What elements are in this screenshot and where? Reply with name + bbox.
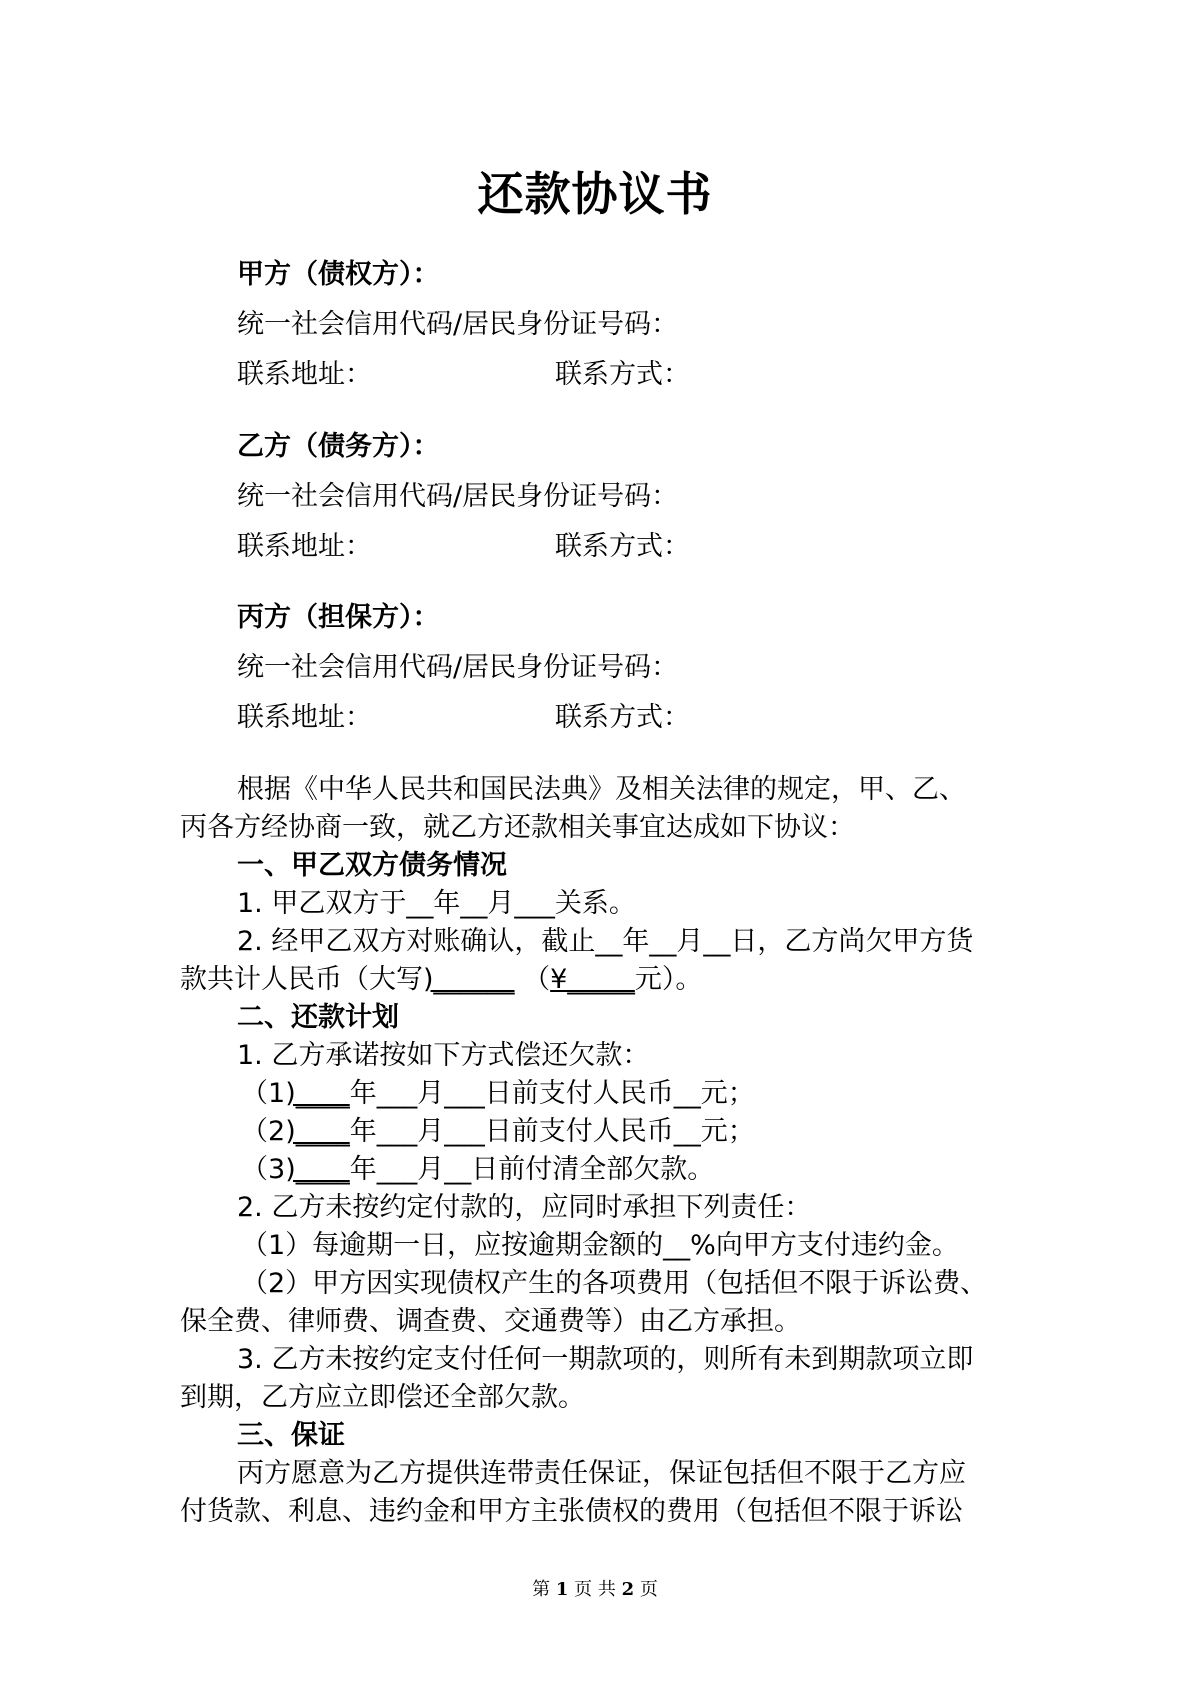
section-2-item-2-sub-2-line-1: （2）甲方因实现债权产生的各项费用（包括但不限于诉讼费、 (241, 1268, 988, 1299)
footer-page-number: 1 (555, 1579, 569, 1600)
party-b-heading: 乙方（债务方）： (237, 431, 440, 462)
section-2-item-2-sub-1: （1）每逾期一日，应按逾期金额的__%向甲方支付违约金。 (241, 1230, 959, 1261)
section-1-item-2-line-1: 2. 经甲乙双方对账确认，截止__年__月__日，乙方尚欠甲方货 (237, 926, 974, 957)
document-title: 还款协议书 (477, 167, 713, 221)
party-a-address-label: 联系地址： (237, 359, 372, 390)
section-2-item-2: 2. 乙方未按约定付款的，应同时承担下列责任： (237, 1192, 812, 1223)
footer-total-pages: 2 (621, 1579, 635, 1600)
party-c-contact-label: 联系方式： (555, 702, 690, 733)
page-footer (0, 1575, 1190, 1601)
party-c-id-label: 统一社会信用代码/居民身份证号码： (237, 652, 679, 683)
party-b-id-label: 统一社会信用代码/居民身份证号码： (237, 481, 679, 512)
section-2-item-3-line-2: 到期，乙方应立即偿还全部欠款。 (180, 1382, 585, 1413)
party-c-heading: 丙方（担保方）： (237, 602, 440, 633)
intro-line-2: 丙各方经协商一致，就乙方还款相关事宜达成如下协议： (180, 812, 855, 843)
plan-item-3-text: 年___月__日前付清全部欠款。 (349, 1154, 715, 1185)
section-1-heading: 一、甲乙双方债务情况 (237, 850, 507, 881)
plan-item-1-text: 年___月___日前支付人民币__元； (349, 1078, 755, 1109)
section-2-item-2-sub-2-line-2: 保全费、律师费、调查费、交通费等）由乙方承担。 (180, 1306, 801, 1337)
footer-suffix: 页 (639, 1579, 658, 1600)
party-b-address-label: 联系地址： (237, 531, 372, 562)
plan-item-1-blank: )____ (285, 1078, 350, 1109)
footer-prefix: 第 (532, 1579, 551, 1600)
section-1-item-1: 1. 甲乙双方于__年__月___关系。 (237, 888, 636, 919)
footer-middle: 页 共 (574, 1579, 616, 1600)
party-a-contact-label: 联系方式： (555, 359, 690, 390)
amount-label: 款共计人民币（大写 (180, 964, 423, 995)
party-c-address-label: 联系地址： (237, 702, 372, 733)
amount-unit: 元）。 (634, 964, 703, 995)
section-2-heading: 二、还款计划 (237, 1002, 399, 1033)
section-3-line-1: 丙方愿意为乙方提供连带责任保证，保证包括但不限于乙方应 (237, 1458, 966, 1489)
party-a-id-label: 统一社会信用代码/居民身份证号码： (237, 309, 679, 340)
section-2-item-1: 1. 乙方承诺按如下方式偿还欠款： (237, 1040, 650, 1071)
party-b-contact-label: 联系方式： (555, 531, 690, 562)
plan-item-2-text: 年___月___日前支付人民币__元； (349, 1116, 755, 1147)
plan-item-3-index: （3 (241, 1154, 286, 1185)
plan-item-3 (241, 1153, 714, 1187)
amount-paren-open: （ (523, 964, 551, 995)
section-3-heading: 三、保证 (237, 1420, 345, 1451)
amount-words-blank: )______ (423, 964, 515, 995)
plan-item-1 (241, 1077, 755, 1111)
intro-line-1: 根据《中华人民共和国民法典》及相关法律的规定，甲、乙、 (237, 774, 966, 805)
plan-item-2-index: （2 (241, 1116, 286, 1147)
section-3-line-2: 付货款、利息、违约金和甲方主张债权的费用（包括但不限于诉讼 (180, 1496, 963, 1527)
section-2-item-3-line-1: 3. 乙方未按约定支付任何一期款项的，则所有未到期款项立即 (237, 1344, 974, 1375)
plan-item-2-blank: )____ (285, 1116, 350, 1147)
amount-number-blank: ¥_____ (550, 964, 635, 995)
plan-item-1-index: （1 (241, 1078, 286, 1109)
section-1-item-2-line-2 (180, 963, 702, 997)
plan-item-2 (241, 1115, 755, 1149)
party-a-heading: 甲方（债权方）： (237, 259, 440, 290)
plan-item-3-blank: )____ (285, 1154, 350, 1185)
